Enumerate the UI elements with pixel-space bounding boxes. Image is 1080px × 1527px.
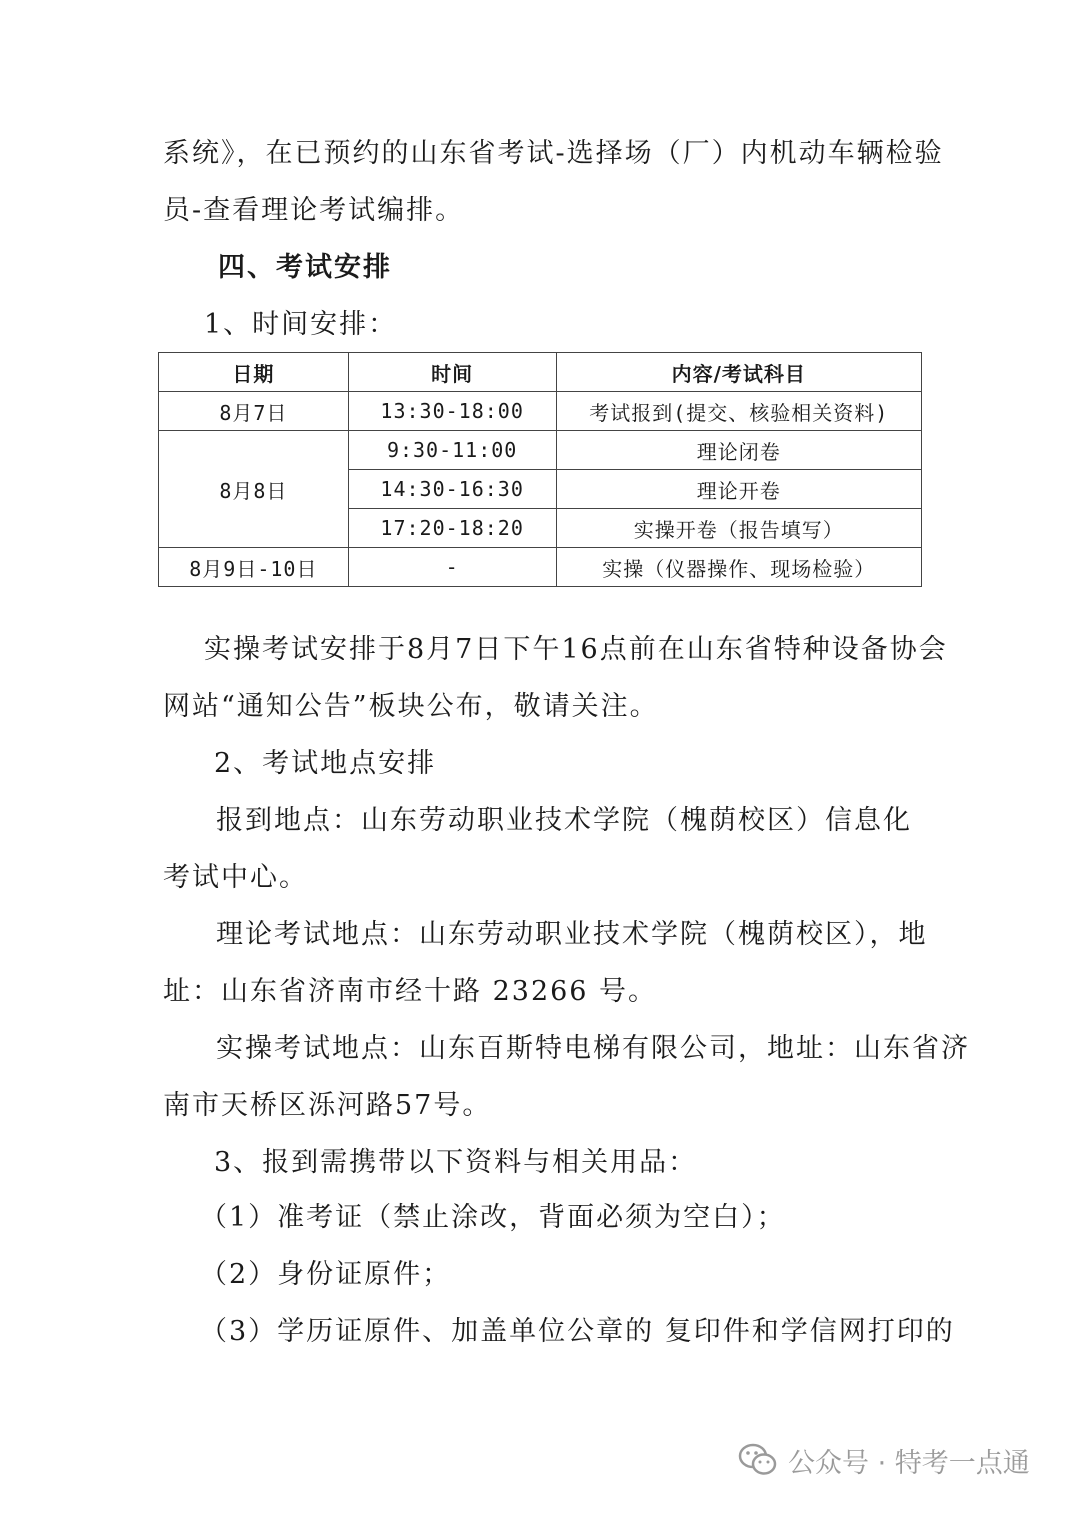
list-item: （1）准考证（禁止涂改，背面必须为空白）； — [200, 1202, 786, 1233]
wechat-icon — [738, 1443, 778, 1477]
paragraph-line: 网站“通知公告”板块公布，敬请关注。 — [163, 691, 659, 722]
paragraph-line: 报到地点：山东劳动职业技术学院（槐荫校区）信息化 — [216, 805, 912, 836]
paragraph-line: 员-查看理论考试编排。 — [163, 195, 465, 226]
subsection-heading: 3、报到需携带以下资料与相关用品： — [214, 1147, 698, 1178]
paragraph-line: 实操考试安排于8月7日下午16点前在山东省特种设备协会 — [204, 634, 948, 665]
section-heading: 四、考试安排 — [218, 252, 392, 283]
table-row — [159, 392, 922, 431]
schedule-table — [158, 352, 922, 587]
time-cell: - — [348, 548, 556, 587]
time-cell: 9:30-11:00 — [348, 431, 556, 470]
content-cell: 考试报到(提交、核验相关资料) — [556, 392, 921, 431]
paragraph-line: 理论考试地点：山东劳动职业技术学院（槐荫校区），地 — [216, 919, 928, 950]
date-cell: 8月7日 — [159, 392, 349, 431]
date-cell: 8月8日 — [159, 431, 349, 548]
watermark-text: 公众号 · 特考一点通 — [788, 1447, 1030, 1479]
paragraph-line: 实操考试地点：山东百斯特电梯有限公司，地址：山东省济 — [216, 1033, 970, 1064]
subsection-heading: 2、考试地点安排 — [214, 748, 437, 779]
list-item: （2）身份证原件； — [200, 1259, 452, 1290]
time-cell: 17:20-18:20 — [348, 509, 556, 548]
table-header-cell: 时间 — [348, 353, 556, 392]
subsection-heading: 1、时间安排： — [204, 309, 398, 340]
table-row — [159, 431, 922, 470]
paragraph-line: 址：山东省济南市经十路 23266 号。 — [163, 976, 658, 1007]
table-header-cell: 内容/考试科目 — [556, 353, 921, 392]
table-row — [159, 548, 922, 587]
paragraph-line: 系统》，在已预约的山东省考试-选择场（厂）内机动车辆检验 — [163, 138, 944, 169]
content-cell: 实操开卷（报告填写） — [556, 509, 921, 548]
content-cell: 理论开卷 — [556, 470, 921, 509]
time-cell: 13:30-18:00 — [348, 392, 556, 431]
table-header-cell: 日期 — [159, 353, 349, 392]
table-header-row — [159, 353, 922, 392]
date-cell: 8月9日-10日 — [159, 548, 349, 587]
list-item: （3）学历证原件、加盖单位公章的 复印件和学信网打印的 — [200, 1316, 955, 1347]
paragraph-line: 南市天桥区泺河路57号。 — [163, 1090, 492, 1121]
paragraph-line: 考试中心。 — [163, 862, 308, 893]
time-cell: 14:30-16:30 — [348, 470, 556, 509]
watermark — [738, 1440, 1030, 1480]
content-cell: 实操（仪器操作、现场检验） — [556, 548, 921, 587]
content-cell: 理论闭卷 — [556, 431, 921, 470]
